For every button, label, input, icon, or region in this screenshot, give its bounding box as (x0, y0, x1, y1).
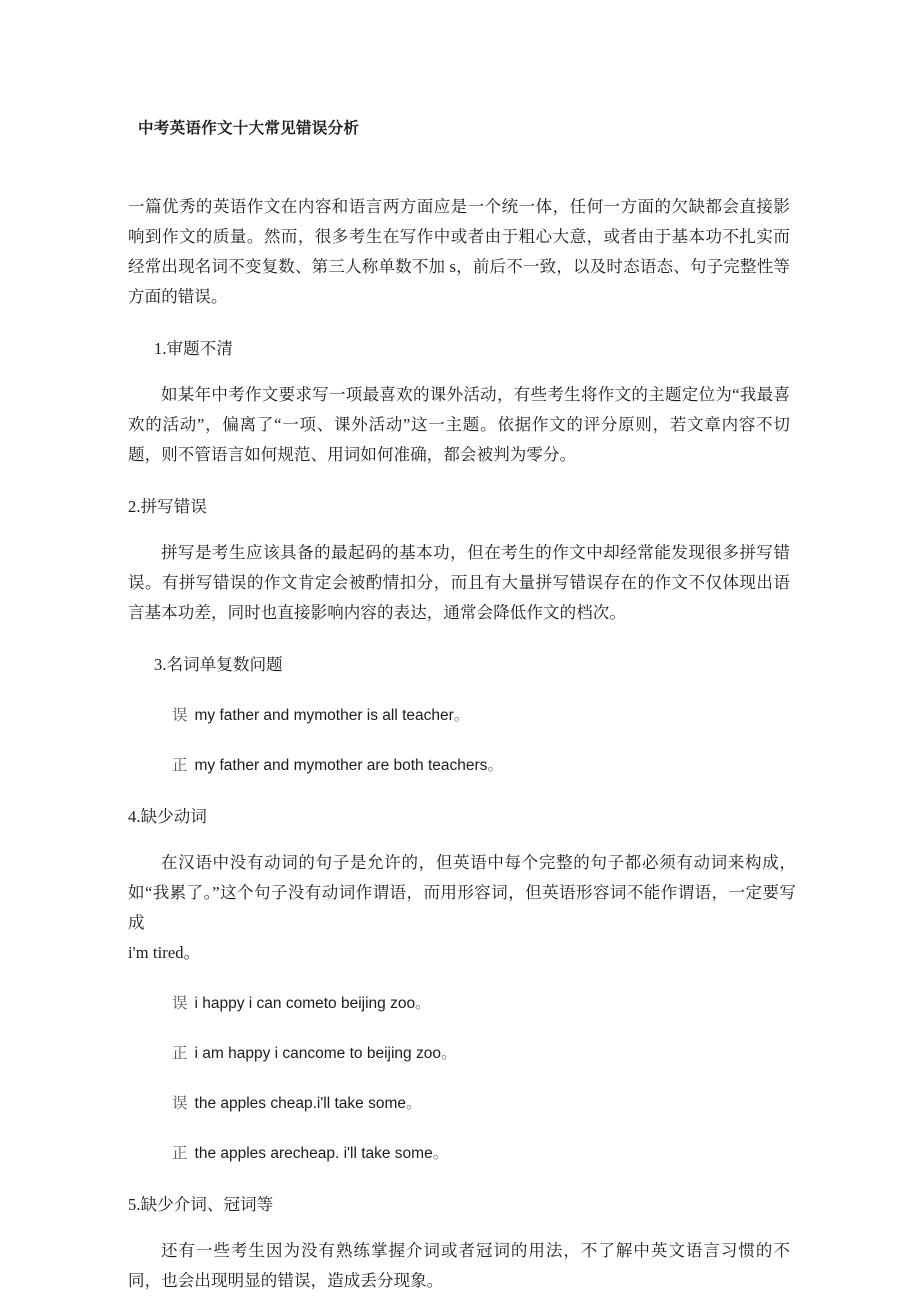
example-line (128, 1090, 790, 1118)
example-period: 。 (440, 1045, 457, 1063)
gap (128, 1018, 790, 1040)
example-line (128, 1140, 790, 1168)
example-mark-right: 正 (172, 1045, 188, 1063)
section-heading-2: 2.拼写错误 (128, 497, 207, 517)
gap (128, 1168, 790, 1190)
section-heading-4: 4.缺少动词 (128, 807, 207, 827)
example-mark-wrong: 误 (172, 995, 188, 1013)
example-period: 。 (453, 707, 470, 725)
document-content (128, 108, 796, 1296)
example-period: 。 (432, 1145, 449, 1163)
section-body-4-tail: i'm tired。 (128, 943, 201, 963)
gap (128, 628, 790, 650)
section-body-5: 还有一些考生因为没有熟练掌握介词或者冠词的用法，不了解中英文语言习惯的不同，也会出现明显的错误，造成丢分现象。 (128, 1241, 790, 1291)
gap (128, 968, 790, 990)
example-mark-wrong: 误 (172, 1095, 188, 1113)
gap (128, 312, 790, 334)
example-period: 。 (487, 757, 503, 775)
gap (128, 680, 790, 702)
example-text: i am happy i cancome to beijing zoo (194, 1045, 441, 1063)
gap (128, 470, 790, 492)
example-mark-right: 正 (172, 1145, 188, 1163)
example-text: i happy i can cometo beijing zoo (194, 995, 416, 1013)
section-heading-3: 3.名词单复数问题 (154, 655, 283, 675)
section-body-4: 在汉语中没有动词的句子是允许的，但英语中每个完整的句子都必须有动词来构成，如“我累了。”这个句子没有动词作谓语，而用形容词，但英语形容词不能作谓语，一定要写成 (128, 853, 796, 933)
section-body-1: 如某年中考作文要求写一项最喜欢的课外活动，有些考生将作文的主题定位为“我最喜欢的活动”，偏离了“一项、课外活动”这一主题。依据作文的评分原则，若文章内容不切题，则不管语言如何规范、用词如何准确，都会被判为零分。 (128, 385, 790, 465)
section-heading-5: 5.缺少介词、冠词等 (128, 1195, 274, 1215)
section-body-2: 拼写是考生应该具备的最起码的基本功，但在考生的作文中却经常能发现很多拼写错误。有拼写错误的作文肯定会被酌情扣分，而且有大量拼写错误存在的作文不仅体现出语言基本功差，同时也直接影响内容的表达，通常会降低作文的档次。 (128, 543, 790, 623)
example-line (128, 702, 790, 730)
gap (128, 364, 790, 380)
example-line (128, 752, 790, 780)
example-text: my father and mymother are both teachers (194, 757, 488, 775)
example-line (128, 1040, 790, 1068)
example-line (128, 990, 790, 1018)
example-mark-wrong: 误 (172, 707, 188, 725)
gap (128, 1118, 790, 1140)
example-period: 。 (415, 995, 431, 1013)
example-text: my father and mymother is all teacher (194, 707, 454, 725)
example-mark-right: 正 (172, 757, 188, 775)
gap (128, 522, 790, 538)
example-text: the apples arecheap. i'll take some (194, 1145, 433, 1163)
title-spacer (128, 140, 790, 192)
gap (128, 1220, 790, 1236)
example-period: 。 (406, 1095, 422, 1113)
gap (128, 832, 790, 848)
page-title: 中考英语作文十大常见错误分析 (138, 120, 360, 138)
gap (128, 1068, 790, 1090)
section-heading-1: 1.审题不清 (154, 339, 233, 359)
gap (128, 780, 790, 802)
intro-paragraph: 一篇优秀的英语作文在内容和语言两方面应是一个统一体，任何一方面的欠缺都会直接影响到作文的质量。然而，很多考生在写作中或者由于粗心大意，或者由于基本功不扎实而经常出现名词不变复数、第三人称单数不加 s，前后不一致，以及时态语态、句子完整性等方面的错误。 (128, 197, 790, 307)
gap (128, 730, 790, 752)
example-text: the apples cheap.i'll take some (194, 1095, 406, 1113)
